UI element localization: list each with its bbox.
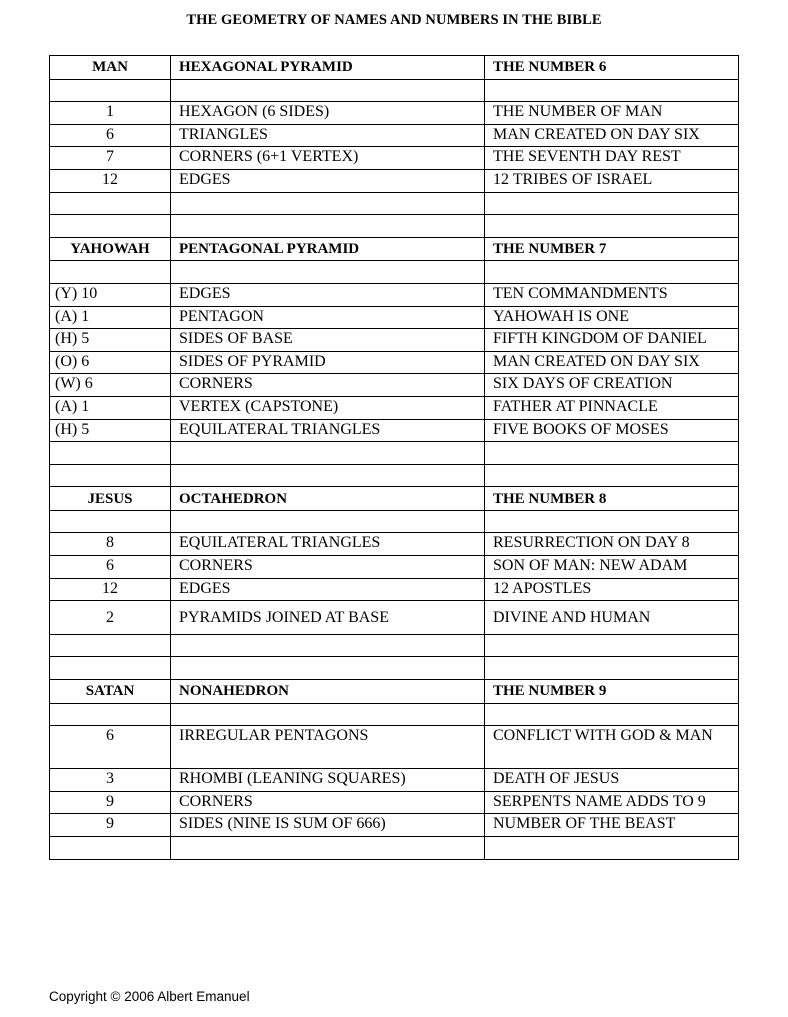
table-row [50, 283, 739, 306]
cell-col2: SIDES OF PYRAMID [171, 351, 485, 374]
cell-col1: 6 [50, 556, 171, 579]
cell-col1 [50, 836, 171, 859]
table-row [50, 769, 739, 792]
section-header-row [50, 56, 739, 80]
cell-col1 [50, 703, 171, 726]
cell-col2 [171, 79, 485, 102]
cell-col1: (H) 5 [50, 419, 171, 442]
table-row [50, 601, 739, 635]
cell-col3: THE NUMBER OF MAN [485, 102, 739, 125]
cell-col2 [171, 192, 485, 215]
cell-col2: CORNERS [171, 556, 485, 579]
cell-col2: PENTAGONAL PYRAMID [171, 237, 485, 261]
cell-col2: HEXAGONAL PYRAMID [171, 56, 485, 80]
cell-col3: 12 APOSTLES [485, 578, 739, 601]
cell-col1: 1 [50, 102, 171, 125]
cell-col3 [485, 442, 739, 465]
table-row [50, 726, 739, 769]
cell-col1 [50, 657, 171, 680]
section-header-row [50, 487, 739, 511]
table-row [50, 306, 739, 329]
cell-col1: MAN [50, 56, 171, 80]
table-row [50, 396, 739, 419]
cell-col3: DIVINE AND HUMAN [485, 601, 739, 635]
cell-col2: EQUILATERAL TRIANGLES [171, 419, 485, 442]
cell-col2: TRIANGLES [171, 124, 485, 147]
cell-col3: NUMBER OF THE BEAST [485, 814, 739, 837]
cell-col3 [485, 215, 739, 238]
cell-col3: SIX DAYS OF CREATION [485, 374, 739, 397]
cell-col3: TEN COMMANDMENTS [485, 283, 739, 306]
table-row [50, 79, 739, 102]
cell-col3: MAN CREATED ON DAY SIX [485, 124, 739, 147]
cell-col3: DEATH OF JESUS [485, 769, 739, 792]
cell-col2 [171, 634, 485, 657]
cell-col2: EQUILATERAL TRIANGLES [171, 533, 485, 556]
cell-col3 [485, 192, 739, 215]
cell-col3 [485, 464, 739, 487]
cell-col1: 6 [50, 726, 171, 769]
cell-col2: IRREGULAR PENTAGONS [171, 726, 485, 769]
cell-col1 [50, 464, 171, 487]
geometry-table [49, 55, 739, 860]
cell-col1: 7 [50, 147, 171, 170]
cell-col1: 2 [50, 601, 171, 635]
cell-col1 [50, 79, 171, 102]
cell-col2: HEXAGON (6 SIDES) [171, 102, 485, 125]
table-row [50, 147, 739, 170]
cell-col1: YAHOWAH [50, 237, 171, 261]
cell-col2: EDGES [171, 169, 485, 192]
cell-col3: FIFTH KINGDOM OF DANIEL [485, 329, 739, 352]
cell-col2: SIDES (NINE IS SUM OF 666) [171, 814, 485, 837]
cell-col1: (W) 6 [50, 374, 171, 397]
cell-col2 [171, 464, 485, 487]
cell-col1 [50, 442, 171, 465]
section-header-row [50, 237, 739, 261]
cell-col3: FATHER AT PINNACLE [485, 396, 739, 419]
table-row [50, 791, 739, 814]
cell-col2: CORNERS (6+1 VERTEX) [171, 147, 485, 170]
cell-col3 [485, 634, 739, 657]
copyright-notice: Copyright © 2006 Albert Emanuel [49, 989, 250, 1004]
table-row [50, 169, 739, 192]
cell-col1: 8 [50, 533, 171, 556]
table-row [50, 419, 739, 442]
table-row [50, 814, 739, 837]
cell-col2: CORNERS [171, 791, 485, 814]
cell-col2 [171, 703, 485, 726]
cell-col2: EDGES [171, 578, 485, 601]
cell-col1: 12 [50, 169, 171, 192]
cell-col2: RHOMBI (LEANING SQUARES) [171, 769, 485, 792]
table-row [50, 703, 739, 726]
cell-col2: NONAHEDRON [171, 679, 485, 703]
cell-col2: SIDES OF BASE [171, 329, 485, 352]
cell-col2: PENTAGON [171, 306, 485, 329]
cell-col3: THE SEVENTH DAY REST [485, 147, 739, 170]
cell-col2: EDGES [171, 283, 485, 306]
table-row [50, 533, 739, 556]
cell-col3 [485, 261, 739, 284]
cell-col1: (Y) 10 [50, 283, 171, 306]
cell-col3: RESURRECTION ON DAY 8 [485, 533, 739, 556]
cell-col3: FIVE BOOKS OF MOSES [485, 419, 739, 442]
table-row [50, 215, 739, 238]
cell-col1 [50, 510, 171, 533]
cell-col1: 3 [50, 769, 171, 792]
cell-col1: (A) 1 [50, 306, 171, 329]
table-row [50, 634, 739, 657]
cell-col1 [50, 261, 171, 284]
table-row [50, 329, 739, 352]
cell-col3 [485, 79, 739, 102]
table-row [50, 351, 739, 374]
table-row [50, 124, 739, 147]
table-row [50, 442, 739, 465]
cell-col2: OCTAHEDRON [171, 487, 485, 511]
cell-col1: 9 [50, 814, 171, 837]
cell-col2 [171, 215, 485, 238]
cell-col3 [485, 657, 739, 680]
cell-col3: SON OF MAN: NEW ADAM [485, 556, 739, 579]
cell-col3: THE NUMBER 7 [485, 237, 739, 261]
cell-col3 [485, 836, 739, 859]
section-header-row [50, 679, 739, 703]
table-body [50, 56, 739, 860]
document-title: THE GEOMETRY OF NAMES AND NUMBERS IN THE BIBLE [186, 12, 602, 28]
cell-col1: 6 [50, 124, 171, 147]
cell-col2: CORNERS [171, 374, 485, 397]
table-row [50, 657, 739, 680]
cell-col3: THE NUMBER 6 [485, 56, 739, 80]
cell-col1: (O) 6 [50, 351, 171, 374]
cell-col3: THE NUMBER 9 [485, 679, 739, 703]
cell-col1 [50, 192, 171, 215]
cell-col2 [171, 836, 485, 859]
cell-col1: (A) 1 [50, 396, 171, 419]
cell-col2 [171, 657, 485, 680]
table-row [50, 556, 739, 579]
cell-col3: SERPENTS NAME ADDS TO 9 [485, 791, 739, 814]
cell-col3 [485, 510, 739, 533]
cell-col3: THE NUMBER 8 [485, 487, 739, 511]
table-row [50, 102, 739, 125]
cell-col1: JESUS [50, 487, 171, 511]
table-row [50, 464, 739, 487]
cell-col3: 12 TRIBES OF ISRAEL [485, 169, 739, 192]
cell-col1: 12 [50, 578, 171, 601]
table-row [50, 836, 739, 859]
table-row [50, 374, 739, 397]
table-row [50, 578, 739, 601]
cell-col1 [50, 634, 171, 657]
cell-col1: (H) 5 [50, 329, 171, 352]
table-row [50, 192, 739, 215]
cell-col2 [171, 442, 485, 465]
table-row [50, 510, 739, 533]
cell-col3: CONFLICT WITH GOD & MAN [485, 726, 739, 769]
cell-col2: VERTEX (CAPSTONE) [171, 396, 485, 419]
cell-col3: MAN CREATED ON DAY SIX [485, 351, 739, 374]
cell-col3 [485, 703, 739, 726]
cell-col2 [171, 510, 485, 533]
cell-col2: PYRAMIDS JOINED AT BASE [171, 601, 485, 635]
cell-col1: SATAN [50, 679, 171, 703]
cell-col2 [171, 261, 485, 284]
table-row [50, 261, 739, 284]
cell-col1 [50, 215, 171, 238]
cell-col1: 9 [50, 791, 171, 814]
cell-col3: YAHOWAH IS ONE [485, 306, 739, 329]
